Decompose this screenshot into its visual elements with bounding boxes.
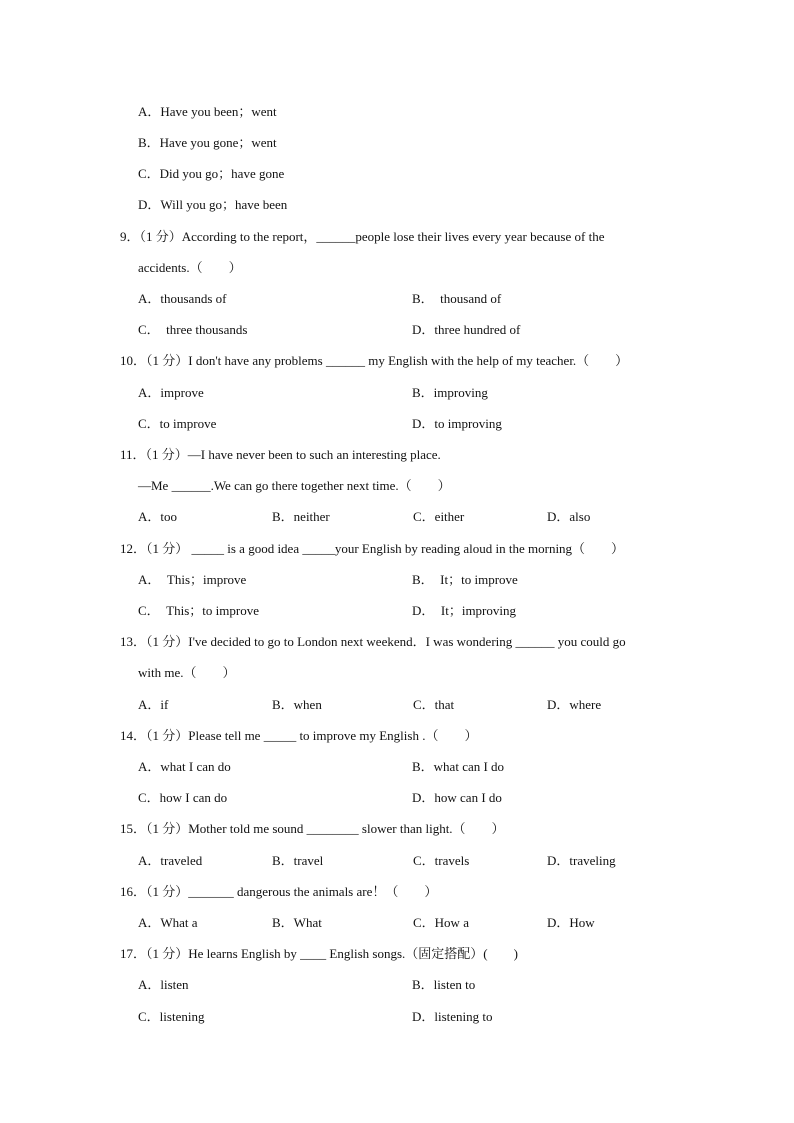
answer-option[interactable]: C． This；to improve [138,603,259,618]
answer-option[interactable]: D．three hundred of [412,322,521,337]
text-line: accidents.（ ） [138,260,242,275]
answer-option[interactable]: A．if [138,697,169,712]
answer-option[interactable]: B．improving [412,385,488,400]
answer-option[interactable]: D．how can I do [412,790,502,805]
answer-option[interactable]: A．improve [138,385,204,400]
question-stem: 9．（1 分）According to the report，______people lose their lives every year because of the [120,229,605,244]
answer-option[interactable]: B．neither [272,509,330,524]
text-line: C．Did you go；have gone [138,166,285,181]
text-line: A．Have you been；went [138,104,277,119]
question-stem: 14．（1 分）Please tell me _____ to improve my English .（ ） [120,728,478,743]
answer-option[interactable]: C．how I can do [138,790,228,805]
answer-option[interactable]: D．where [547,697,602,712]
answer-option[interactable]: B．What [272,915,322,930]
answer-option[interactable]: D．traveling [547,853,616,868]
question-stem: 12．（1 分） _____ is a good idea _____your English by reading aloud in the morning（ ） [120,541,625,556]
answer-option[interactable]: D．to improving [412,416,502,431]
answer-option[interactable]: C．listening [138,1009,205,1024]
answer-option[interactable]: C．to improve [138,416,217,431]
answer-option[interactable]: D．also [547,509,591,524]
text-line: D．Will you go；have been [138,197,288,212]
question-stem: 11．（1 分）—I have never been to such an interesting place. [120,447,441,462]
answer-option[interactable]: D．How [547,915,595,930]
answer-option[interactable]: A． This；improve [138,572,247,587]
question-stem: 15．（1 分）Mother told me sound ________ slower than light.（ ） [120,821,505,836]
answer-option[interactable]: B．when [272,697,322,712]
answer-option[interactable]: B．listen to [412,977,476,992]
answer-option[interactable]: A．listen [138,977,189,992]
question-stem: 16．（1 分）_______ dangerous the animals are！（ ） [120,884,438,899]
text-line: with me.（ ） [138,665,236,680]
answer-option[interactable]: A．what I can do [138,759,231,774]
answer-option[interactable]: D．listening to [412,1009,493,1024]
answer-option[interactable]: C．How a [413,915,469,930]
answer-option[interactable]: C．either [413,509,465,524]
answer-option[interactable]: D． It；improving [412,603,516,618]
answer-option[interactable]: C．travels [413,853,470,868]
answer-option[interactable]: B． It；to improve [412,572,518,587]
answer-option[interactable]: B．what can I do [412,759,505,774]
answer-option[interactable]: A．What a [138,915,198,930]
answer-option[interactable]: C．that [413,697,455,712]
answer-option[interactable]: A．too [138,509,178,524]
answer-option[interactable]: B． thousand of [412,291,502,306]
question-stem: 13．（1 分）I've decided to go to London next weekend．I was wondering ______ you could go [120,634,626,649]
answer-option[interactable]: B．travel [272,853,324,868]
question-stem: 10．（1 分）I don't have any problems ______ my English with the help of my teacher.（ ） [120,353,629,368]
question-stem: 17．（1 分）He learns English by ____ English songs.（固定搭配）( ) [120,946,518,961]
text-line: —Me ______.We can go there together next time.（ ） [138,478,451,493]
answer-option[interactable]: A．traveled [138,853,203,868]
answer-option[interactable]: C． three thousands [138,322,248,337]
answer-option[interactable]: A．thousands of [138,291,227,306]
text-line: B．Have you gone；went [138,135,277,150]
